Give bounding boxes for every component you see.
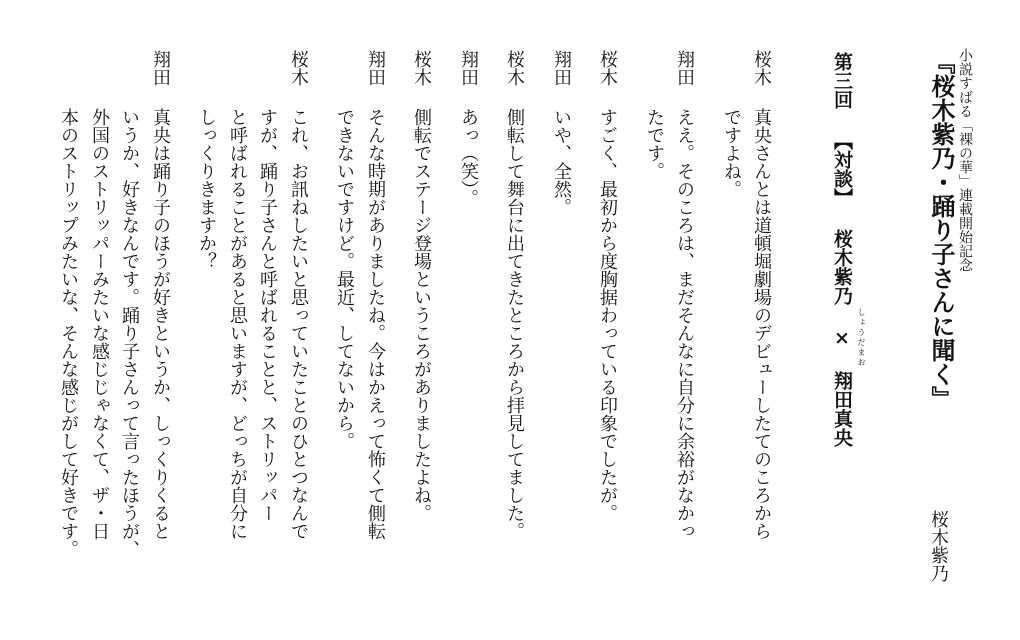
speaker-label: 桜木 — [288, 50, 309, 86]
dialogue-line: 側転でステージ登場というころがありましたよね。 — [411, 108, 432, 522]
dialogue-line: これ、お訊ねしたいと思っていたことのひとつなんで — [288, 108, 309, 540]
dialogue-line: すごく、最初から度胸据わっている印象でしたが。 — [597, 108, 618, 522]
speaker-label: 翔田 — [150, 50, 171, 86]
speaker-label: 桜木 — [751, 50, 772, 86]
speaker-label: 桜木 — [411, 50, 432, 86]
speaker-label: 翔田 — [551, 50, 572, 86]
speaker-label: 翔田 — [365, 50, 386, 86]
ruby-reading: しょうだまお — [857, 308, 866, 368]
dialogue-line: 真央さんとは道頓堀劇場のデビューしたてのころから — [751, 108, 772, 540]
speaker-label: 桜木 — [597, 50, 618, 86]
dialogue-line: あっ（笑）。 — [458, 108, 479, 207]
dialogue-line: たです。 — [644, 108, 665, 180]
speaker-label: 桜木 — [504, 50, 525, 86]
series-caption: 小説すばる「裸の華」連載開始記念 — [957, 48, 973, 272]
dialogue-line: すが、踊り子さんと呼ばれることと、ストリッパー — [257, 108, 278, 522]
dialogue-line: 側転して舞台に出てきたところから拝見してました。 — [504, 108, 525, 540]
dialogue-line: しっくりきますか？ — [196, 108, 217, 270]
dialogue-line: 真央は踊り子のほうが好きというか、しっくりくると — [150, 108, 171, 540]
speaker-label: 翔田 — [674, 50, 695, 86]
issue-heading: 第三回 【対談】 桜木紫乃 × 翔田真央 — [831, 52, 853, 447]
author-name: 桜木紫乃 — [928, 510, 949, 582]
dialogue-line: 本のストリップみたいな、そんな感じがして好きです。 — [58, 108, 79, 558]
dialogue-line: 外国のストリッパーみたいな感じじゃなくて、ザ・日 — [89, 108, 110, 540]
dialogue-line: ええ。そのころは、まだそんなに自分に余裕がなかっ — [674, 108, 695, 540]
dialogue-line: ですよね。 — [721, 108, 742, 198]
dialogue-line: いや、全然。 — [551, 108, 572, 216]
speaker-label: 翔田 — [458, 50, 479, 86]
dialogue-line: と呼ばれることがあると思いますが、どっちが自分に — [227, 108, 248, 540]
dialogue-line: できないですけど。最近、してないから。 — [334, 108, 355, 450]
dialogue-line: いうか、好きなんです。踊り子さんって言ったほうが、 — [119, 108, 140, 558]
page-title: 『桜木紫乃・踊り子さんに聞く』 — [927, 50, 956, 410]
dialogue-line: そんな時期がありましたね。今はかえって怖くて側転 — [365, 108, 386, 540]
